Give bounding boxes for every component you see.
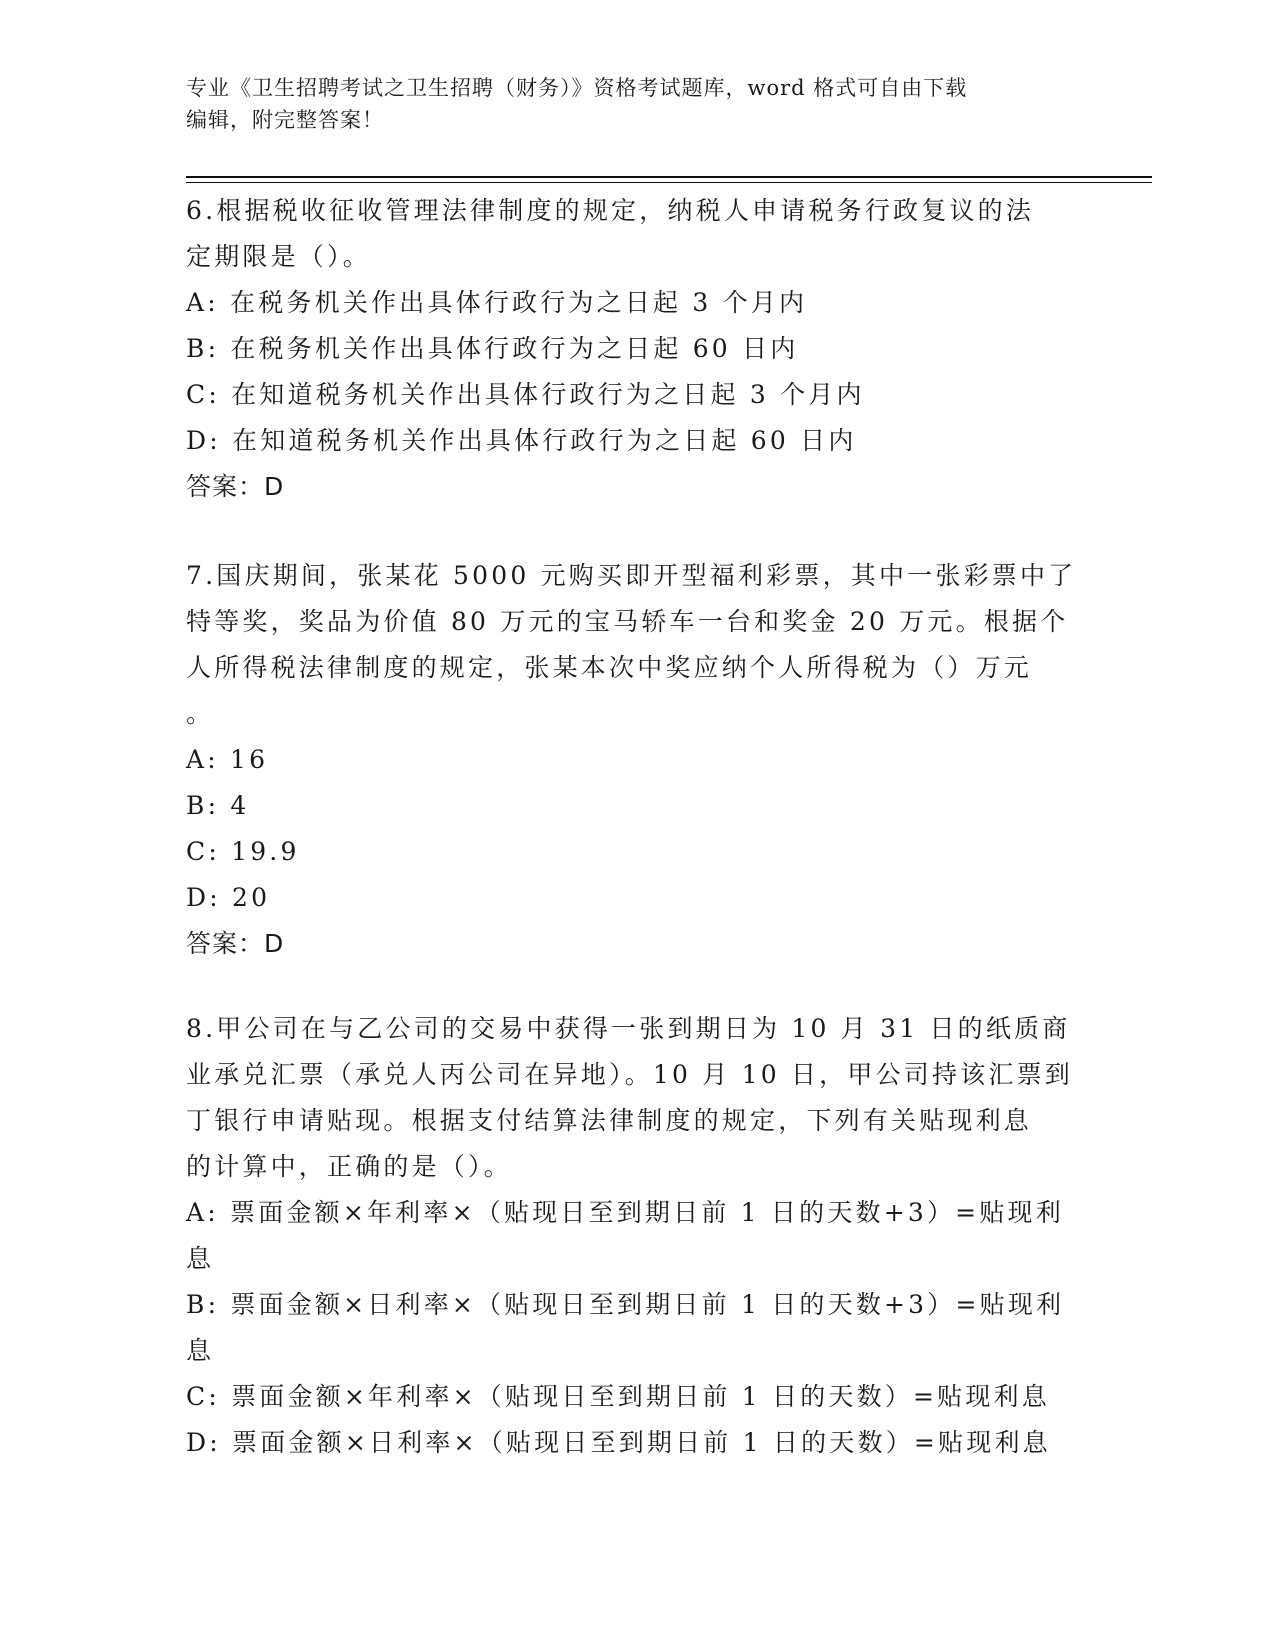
option-a: A: 票面金额×年利率×（贴现日至到期日前 1 日的天数+3）=贴现利 xyxy=(186,1198,1064,1227)
option-c: C: 票面金额×年利率×（贴现日至到期日前 1 日的天数）=贴现利息 xyxy=(186,1382,1050,1411)
option-b: B: 4 xyxy=(186,791,250,820)
question-8 xyxy=(186,1006,1086,1466)
question-7 xyxy=(186,553,1086,967)
header-line-1: 专业《卫生招聘考试之卫生招聘（财务）》资格考试题库，word 格式可自由下载 xyxy=(186,76,968,100)
question-stem-line: 的计算中，正确的是（）。 xyxy=(186,1152,512,1181)
document-header xyxy=(186,72,1066,136)
option-a-continued: 息 xyxy=(186,1244,215,1273)
header-divider-thin xyxy=(186,182,1152,183)
option-b-continued: 息 xyxy=(186,1336,215,1365)
question-stem-line: 7.国庆期间，张某花 5000 元购买即开型福利彩票，其中一张彩票中了 xyxy=(186,561,1077,590)
question-stem-line: 6.根据税收征收管理法律制度的规定，纳税人申请税务行政复议的法 xyxy=(186,196,1035,225)
question-stem-line: 。 xyxy=(186,699,215,728)
option-b: B: 在税务机关作出具体行政行为之日起 60 日内 xyxy=(186,334,799,363)
question-stem-line: 人所得税法律制度的规定，张某本次中奖应纳个人所得税为（）万元 xyxy=(186,653,1033,682)
question-6 xyxy=(186,188,1086,510)
option-d: D: 20 xyxy=(186,883,271,912)
option-c: C: 19.9 xyxy=(186,837,300,866)
option-a: A: 16 xyxy=(186,745,269,774)
answer-line: 答案：D xyxy=(186,929,285,958)
option-b: B: 票面金额×日利率×（贴现日至到期日前 1 日的天数+3）=贴现利 xyxy=(186,1290,1065,1319)
question-stem-line: 8.甲公司在与乙公司的交易中获得一张到期日为 10 月 31 日的纸质商 xyxy=(186,1014,1071,1043)
option-d: D: 票面金额×日利率×（贴现日至到期日前 1 日的天数）=贴现利息 xyxy=(186,1428,1051,1457)
answer-line: 答案：D xyxy=(186,472,285,501)
question-stem-line: 定期限是（）。 xyxy=(186,242,371,271)
question-stem-line: 丁银行申请贴现。根据支付结算法律制度的规定，下列有关贴现利息 xyxy=(186,1106,1033,1135)
header-line-2: 编辑，附完整答案！ xyxy=(186,108,384,132)
header-divider-thick xyxy=(186,176,1152,178)
question-stem-line: 业承兑汇票（承兑人丙公司在异地）。10 月 10 日，甲公司持该汇票到 xyxy=(186,1060,1073,1089)
option-c: C: 在知道税务机关作出具体行政行为之日起 3 个月内 xyxy=(186,380,865,409)
question-stem-line: 特等奖，奖品为价值 80 万元的宝马轿车一台和奖金 20 万元。根据个 xyxy=(186,607,1069,636)
option-a: A: 在税务机关作出具体行政行为之日起 3 个月内 xyxy=(186,288,808,317)
option-d: D: 在知道税务机关作出具体行政行为之日起 60 日内 xyxy=(186,426,857,455)
